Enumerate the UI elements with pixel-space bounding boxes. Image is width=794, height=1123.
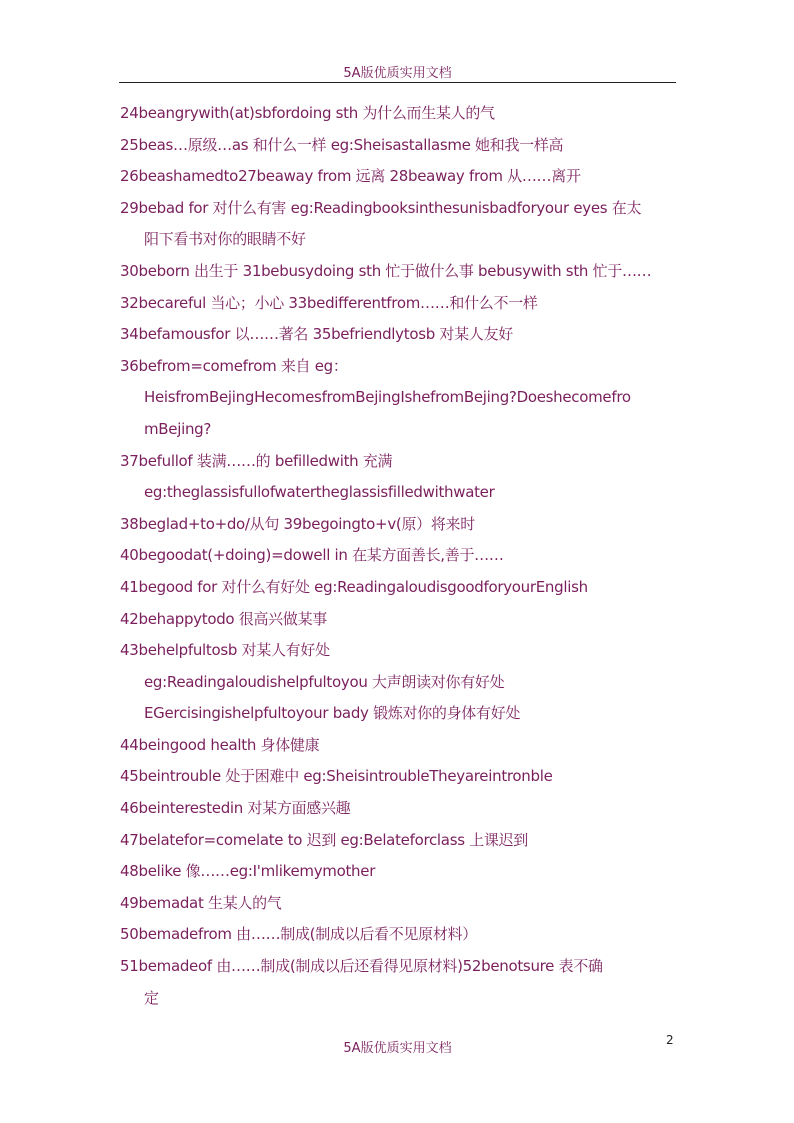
text-line: 34befamousfor 以……著名 35befriendlytosb 对某人友好 [120,325,513,344]
text-line: 45beintrouble 处于困难中 eg:SheisintroubleTheyareintronble [120,767,553,786]
text-line: 40begoodat(+doing)=dowell in 在某方面善长,善于…… [120,546,504,565]
text-line: 24beangrywith(at)sbfordoing sth 为什么而生某人的气 [120,104,495,122]
text-line: 46beinterestedin 对某方面感兴趣 [120,799,351,818]
text-line: 30beborn 出生于 31bebusydoing sth 忙于做什么事 bebusywith sth 忙于…… [120,261,652,280]
text-line: EGercisingishelpfultoyour bady 锻炼对你的身体有好处 [144,704,521,723]
text-line: 36befrom=comefrom 来自 eg： [120,356,348,375]
text-line: 41begood for 对什么有好处 eg:ReadingaloudisgoodforyourEnglish [120,577,588,596]
document-body [120,98,680,1014]
text-line: mBejing? [144,419,212,438]
page-number: 2 [666,1033,674,1047]
text-line: 49bemadat 生某人的气 [120,893,282,912]
text-line: 47belatefor=comelate to 迟到 eg:Belateforclass 上课迟到 [120,830,528,849]
text-line: 43behelpfultosb 对某人有好处 [120,641,330,660]
text-line: HeisfromBejingHecomesfromBejingIshefromBejing?Doeshecomefro [144,388,631,407]
text-line: eg:Readingaloudishelpfultoyou 大声朗读对你有好处 [144,672,505,691]
text-line: 29bebad for 对什么有害 eg:Readingbooksinthesunisbadforyour eyes 在太 [120,198,642,217]
text-line: 44beingood health 身体健康 [120,735,320,754]
text-line: 48belike 像……eg:I'mlikemymother [120,862,376,881]
text-line: 26beashamedto27beaway from 远离 28beaway from 从……离开 [120,167,581,186]
text-line: 阳下看书对你的眼睛不好 [144,230,306,249]
page-header: 5A版优质实用文档 [343,66,452,81]
text-line: 50bemadefrom 由……制成(制成以后看不见原材料） [120,925,477,944]
text-line: 定 [144,988,159,1007]
page-footer: 5A版优质实用文档 [343,1041,452,1056]
text-line: 42behappytodo 很高兴做某事 [120,609,327,628]
header-rule [119,82,676,83]
text-line: 25beas…原级…as 和什么一样 eg:Sheisastallasme 她和我一样高 [120,135,564,154]
text-line: eg:theglassisfullofwatertheglassisfilledwithwater [144,483,495,502]
text-line: 51bemadeof 由……制成(制成以后还看得见原材料)52benotsure 表不确 [120,957,603,976]
text-line: 37befullof 装满……的 befilledwith 充满 [120,451,393,470]
text-line: 32becareful 当心；小心 33bedifferentfrom……和什么不一样 [120,293,538,312]
text-line: 38beglad+to+do/从句 39begoingto+v(原）将来时 [120,514,475,533]
